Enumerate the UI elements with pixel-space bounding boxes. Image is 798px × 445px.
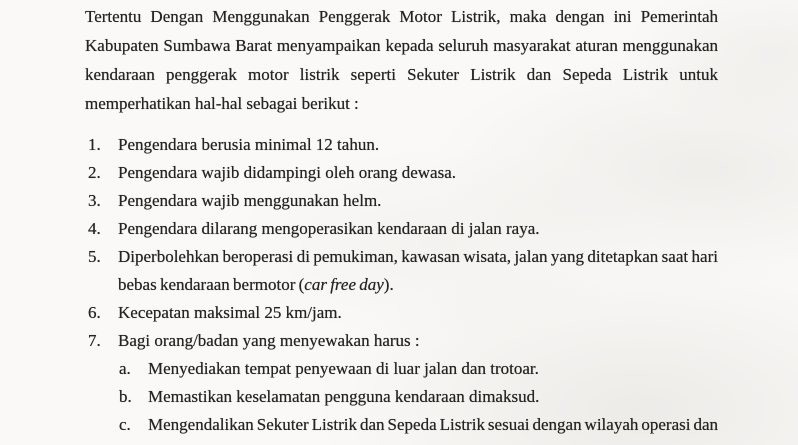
list-item (85, 159, 718, 187)
list-item-marker: 3. (88, 191, 101, 210)
list-item-text: Bagi orang/badan yang menyewakan harus : (118, 331, 420, 350)
sublist-item (119, 355, 718, 383)
list-item-marker: 7. (88, 331, 101, 350)
list-item (85, 299, 718, 327)
numbered-list (85, 131, 718, 439)
sublist-item (119, 383, 718, 411)
list-item (85, 243, 718, 299)
intro-paragraph: Tertentu Dengan Menggunakan Penggerak Motor Listrik, maka dengan ini Pemerintah Kabupaten Sumbawa Barat menyampaikan kepada seluruh masyarakat aturan menggunakan kendaraan penggerak motor listrik seperti Sekuter Listrik dan Sepeda Listrik untuk memperhatikan hal-hal sebagai berikut : (85, 7, 718, 113)
list-item-marker: 5. (88, 247, 101, 266)
list-item-marker: 1. (88, 135, 101, 154)
list-item (85, 215, 718, 243)
lettered-sublist (119, 355, 718, 439)
list-item-text: Kecepatan maksimal 25 km/jam. (118, 303, 342, 322)
sublist-item-marker: b. (119, 387, 132, 406)
sublist-item-marker: c. (119, 415, 131, 434)
list-item-text-prefix: Diperbolehkan beroperasi di pemukiman, kawasan wisata, jalan yang ditetapkan saat hari bebas kendaraan bermotor ( (118, 247, 718, 294)
sublist-item-text: Mengendalikan Sekuter Listrik dan Sepeda Listrik sesuai dengan wilayah operasi dan (148, 415, 718, 434)
list-item-text: Pengendara wajib didampingi oleh orang dewasa. (118, 163, 457, 182)
list-item (85, 327, 718, 355)
sublist-item-text: Memastikan keselamatan pengguna kendaraan dimaksud. (148, 387, 540, 406)
list-item-text: Pengendara dilarang mengoperasikan kendaraan di jalan raya. (118, 219, 540, 238)
list-item-marker: 2. (88, 163, 101, 182)
list-item-text-suffix: ). (383, 275, 394, 294)
sublist-item-text: Menyediakan tempat penyewaan di luar jalan dan trotoar. (148, 359, 539, 378)
document-content (85, 0, 718, 439)
sublist-item (119, 411, 718, 439)
list-item-text: Pengendara wajib menggunakan helm. (118, 191, 382, 210)
list-item-text (118, 243, 718, 299)
list-item-marker: 4. (88, 219, 101, 238)
list-item-marker: 6. (88, 303, 101, 322)
list-item (85, 131, 718, 159)
italic-phrase: car free day (304, 275, 384, 294)
list-item (85, 187, 718, 215)
sublist-item-marker: a. (119, 359, 131, 378)
list-item-text: Pengendara berusia minimal 12 tahun. (118, 135, 380, 154)
